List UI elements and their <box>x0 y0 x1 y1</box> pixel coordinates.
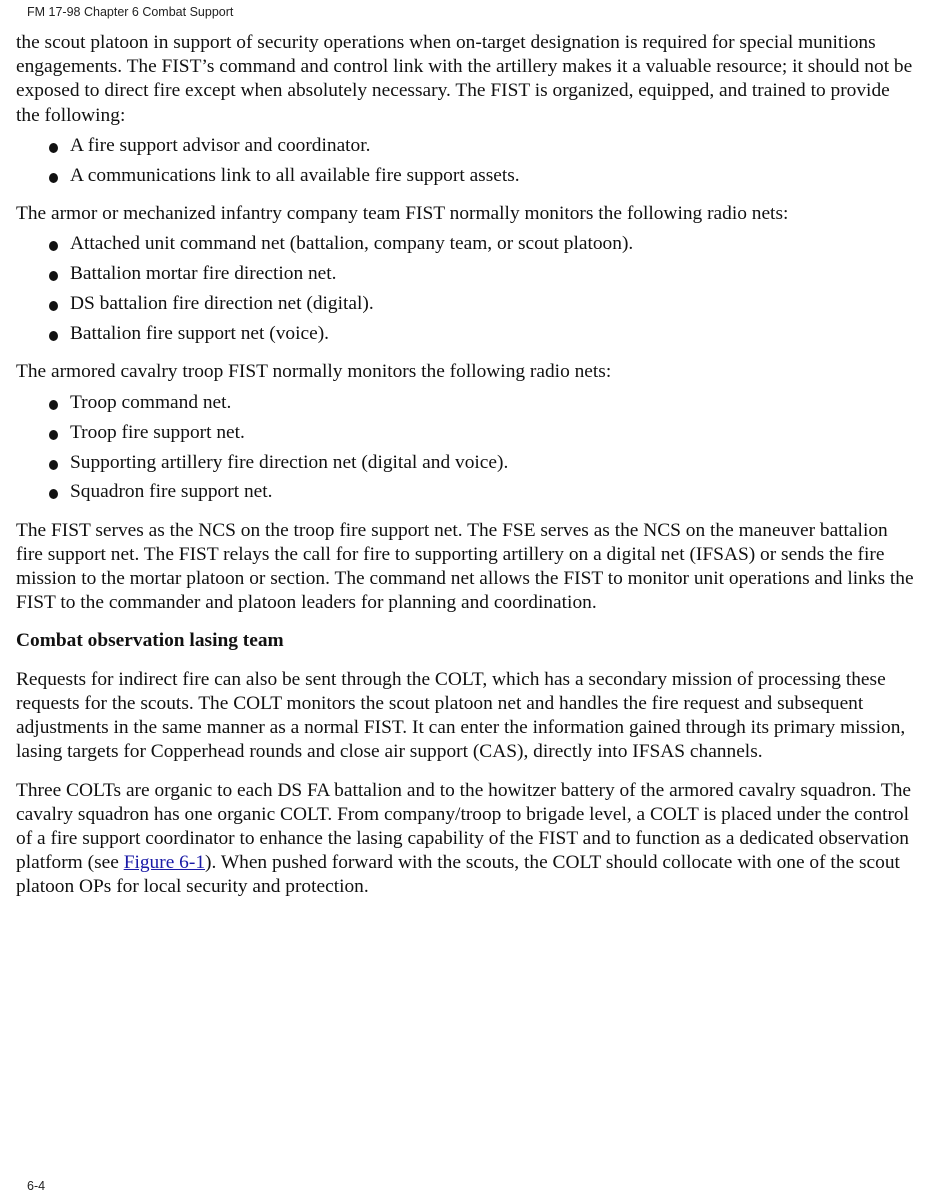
bullet-icon <box>49 400 58 410</box>
colt-paragraph-2 <box>16 779 916 900</box>
company-team-nets-list <box>16 232 916 346</box>
list-item-text: Battalion fire support net (voice). <box>70 323 329 345</box>
list-item <box>16 480 916 504</box>
list-item-text: DS battalion fire direction net (digital). <box>70 293 374 315</box>
bullet-icon <box>49 301 58 311</box>
list-item-text: A communications link to all available fire support assets. <box>70 164 520 186</box>
intro-paragraph: the scout platoon in support of security operations when on-target designation is required for special munitions engagements. The FIST’s command and control link with the artillery makes it a valuable resource; it should not be exposed to direct fire except when absolutely necessary. The FIST is organized, equipped, and trained to provide the following: <box>16 32 913 126</box>
provides-list <box>16 134 916 188</box>
bullet-icon <box>49 460 58 470</box>
list-item <box>16 262 916 286</box>
page-number: 6-4 <box>27 1179 46 1193</box>
figure-6-1-link[interactable]: Figure 6-1 <box>123 852 206 874</box>
list-item-text: Troop command net. <box>70 391 232 413</box>
running-header: FM 17-98 Chapter 6 Combat Support <box>27 5 234 19</box>
bullet-icon <box>49 271 58 281</box>
list-item-text: Squadron fire support net. <box>70 481 273 503</box>
ncs-paragraph: The FIST serves as the NCS on the troop fire support net. The FSE serves as the NCS on the maneuver battalion fire support net. The FIST relays the call for fire to supporting artillery on a digital net (IFSAS) or sends the fire mission to the mortar platoon or section. The command net allows the FIST to monitor unit operations and links the FIST to the commander and platoon leaders for planning and coordination. <box>16 519 914 614</box>
bullet-icon <box>49 489 58 499</box>
list-item <box>16 292 916 316</box>
colt-paragraph-2-text-b: ). When pushed forward with the scouts, the COLT should collocate with one of the scout platoon OPs for local security and protection. <box>16 852 900 898</box>
list-item <box>16 322 916 346</box>
list-item-text: Supporting artillery fire direction net (digital and voice). <box>70 451 509 473</box>
bullet-icon <box>49 241 58 251</box>
company-team-intro: The armor or mechanized infantry company team FIST normally monitors the following radio nets: <box>16 202 789 224</box>
cavalry-troop-nets-list <box>16 391 916 505</box>
list-item-text: Battalion mortar fire direction net. <box>70 263 337 285</box>
bullet-icon <box>49 143 58 153</box>
list-item <box>16 391 916 415</box>
list-item-text: Troop fire support net. <box>70 421 245 443</box>
bullet-icon <box>49 173 58 183</box>
bullet-icon <box>49 331 58 341</box>
list-item <box>16 421 916 445</box>
colt-paragraph-2-text-a: Three COLTs are organic to each DS FA battalion and to the howitzer battery of the armored cavalry squadron. The cavalry squadron has one organic COLT. From company/troop to brigade level, a COLT is placed under the control of a fire support coordinator to enhance the lasing capability of the FIST and to function as a dedicated observation platform (see <box>16 779 911 874</box>
section-heading-colt: Combat observation lasing team <box>16 630 284 652</box>
cavalry-troop-intro: The armored cavalry troop FIST normally monitors the following radio nets: <box>16 361 612 383</box>
list-item <box>16 134 916 158</box>
list-item-text: Attached unit command net (battalion, company team, or scout platoon). <box>70 233 634 255</box>
bullet-icon <box>49 430 58 440</box>
colt-paragraph-1: Requests for indirect fire can also be sent through the COLT, which has a secondary mission of processing these requests for the scouts. The COLT monitors the scout platoon net and handles the fire request and subsequent adjustments in the same manner as a normal FIST. It can enter the information gained through its primary mission, lasing targets for Copperhead rounds and close air support (CAS), directly into IFSAS channels. <box>16 668 906 763</box>
page-content <box>16 31 916 914</box>
list-item <box>16 164 916 188</box>
list-item <box>16 232 916 256</box>
list-item-text: A fire support advisor and coordinator. <box>70 134 371 156</box>
list-item <box>16 451 916 475</box>
